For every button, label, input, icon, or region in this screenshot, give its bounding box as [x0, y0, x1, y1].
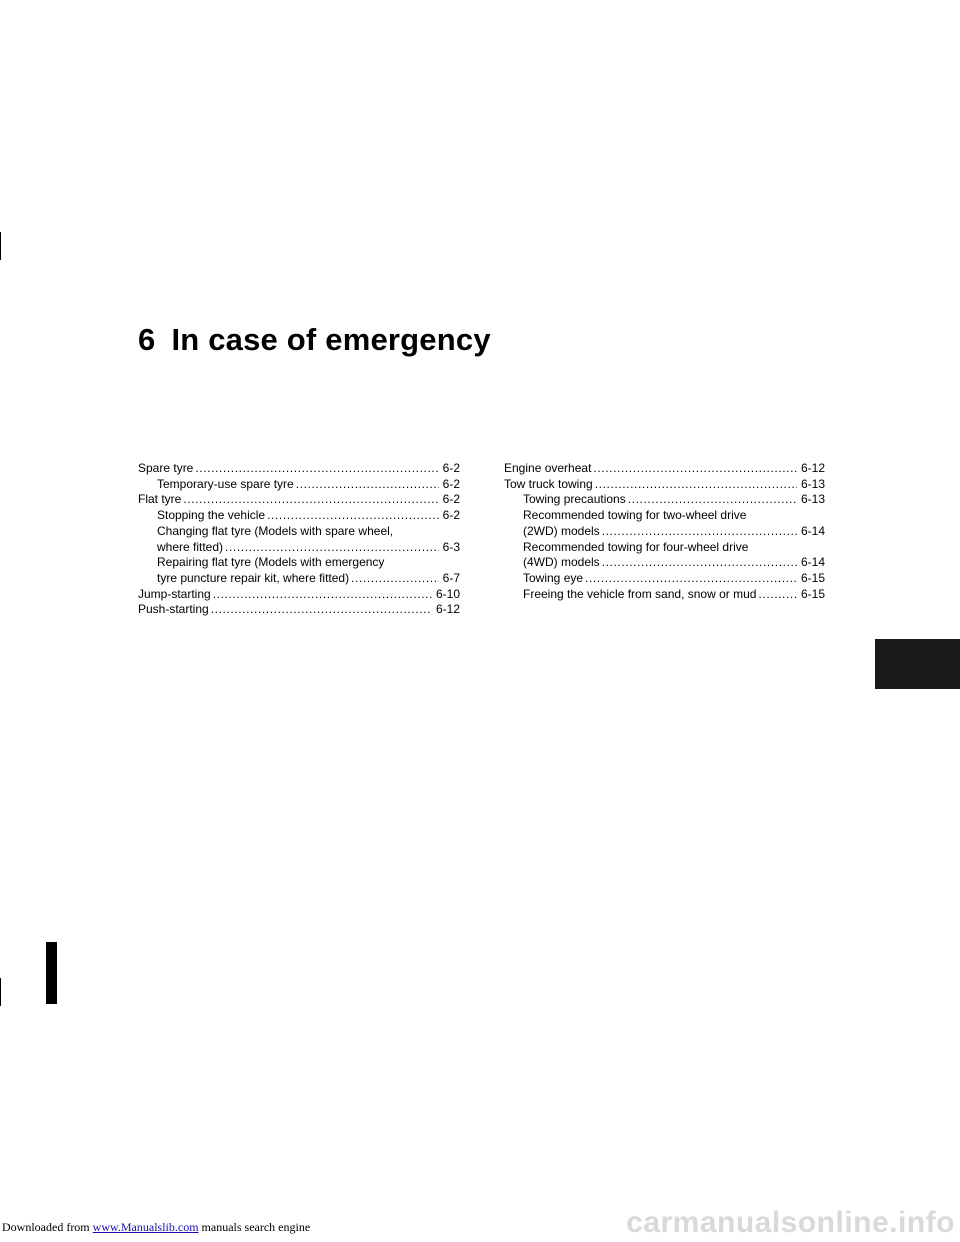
- toc-entry[interactable]: [504, 540, 825, 571]
- toc-leader-dots: [183, 492, 438, 508]
- watermark: carmanualsonline.info: [626, 1206, 955, 1239]
- crop-mark: [0, 232, 1, 260]
- toc-leader-dots: [211, 602, 432, 618]
- footer-prefix: Downloaded from: [2, 1220, 93, 1234]
- toc-page-number: 6-14: [800, 523, 825, 538]
- toc-entry[interactable]: [138, 492, 460, 508]
- toc-page-number: 6-2: [442, 508, 460, 523]
- toc-leader-dots: [602, 555, 797, 571]
- toc-entry[interactable]: [138, 602, 460, 618]
- toc-entry-text: Spare tyre: [138, 461, 194, 475]
- toc-entry-text: Tow truck towing: [504, 476, 593, 491]
- toc-leader-dots: [593, 461, 797, 477]
- toc-page-number: 6-3: [442, 539, 460, 554]
- toc-entry[interactable]: [504, 508, 825, 539]
- toc-entry[interactable]: [138, 555, 460, 586]
- chapter-tab: [875, 639, 960, 689]
- toc-page-number: 6-12: [435, 602, 460, 617]
- footer-suffix: manuals search engine: [198, 1220, 311, 1234]
- toc-entry-text: Changing flat tyre (Models with spare wheel,: [157, 523, 394, 538]
- toc-leader-dots: [267, 508, 439, 524]
- toc-entry[interactable]: [504, 587, 825, 603]
- toc-entry[interactable]: [138, 587, 460, 603]
- toc-leader-dots: [351, 571, 439, 587]
- toc-entry[interactable]: [504, 477, 825, 493]
- toc-entry-text: Flat tyre: [138, 492, 182, 507]
- toc-entry[interactable]: [138, 461, 460, 477]
- manualslib-link[interactable]: www.Manualslib.com: [92, 1220, 199, 1234]
- toc-entry-text: (2WD) models: [523, 523, 600, 538]
- toc-entry[interactable]: [504, 492, 825, 508]
- toc-page-number: 6-7: [442, 570, 460, 585]
- toc-leader-dots: [758, 587, 797, 603]
- toc-entry-text: where fitted): [157, 539, 224, 554]
- toc-leader-dots: [585, 571, 797, 587]
- toc-entry-text: Repairing flat tyre (Models with emergency: [157, 555, 385, 570]
- toc-entry-text: Engine overheat: [504, 461, 592, 475]
- toc-leader-dots: [225, 540, 439, 556]
- toc-page-number: 6-2: [442, 476, 460, 491]
- toc-leader-dots: [628, 492, 797, 508]
- chapter-title: [138, 322, 491, 358]
- toc-page-number: 6-2: [442, 492, 460, 507]
- toc-page-number: 6-2: [442, 461, 460, 475]
- chapter-number: 6: [138, 322, 156, 357]
- toc-page-number: 6-12: [800, 461, 825, 475]
- toc-entry[interactable]: [138, 477, 460, 493]
- toc-entry[interactable]: [504, 461, 825, 477]
- toc-entry-text: Jump-starting: [138, 586, 211, 601]
- toc-entry-text: Recommended towing for two-wheel drive: [523, 508, 747, 523]
- toc-leader-dots: [595, 477, 797, 493]
- toc-leader-dots: [195, 461, 438, 477]
- toc-page-number: 6-15: [800, 570, 825, 585]
- toc-entry[interactable]: [504, 571, 825, 587]
- toc-page-number: 6-13: [800, 476, 825, 491]
- toc-leader-dots: [296, 477, 439, 493]
- toc-entry-text: Stopping the vehicle: [157, 508, 266, 523]
- crop-mark: [0, 978, 1, 1006]
- chapter-name: In case of emergency: [171, 322, 491, 357]
- download-footer: [2, 1220, 310, 1235]
- toc-left-column: [138, 461, 460, 618]
- toc-page-number: 6-13: [800, 492, 825, 507]
- toc-page-number: 6-10: [435, 586, 460, 601]
- toc-page-number: 6-14: [800, 555, 825, 570]
- toc-right-column: [504, 461, 825, 602]
- toc-leader-dots: [602, 524, 797, 540]
- toc-entry-text: Push-starting: [138, 602, 209, 617]
- section-marker-bar: [46, 942, 57, 1004]
- toc-leader-dots: [213, 587, 432, 603]
- toc-entry-text: (4WD) models: [523, 555, 600, 570]
- toc-entry[interactable]: [138, 524, 460, 555]
- toc-entry[interactable]: [138, 508, 460, 524]
- toc-entry-text: Recommended towing for four-wheel drive: [523, 539, 749, 554]
- toc-entry-text: Towing precautions: [523, 492, 626, 507]
- toc-page-number: 6-15: [800, 586, 825, 601]
- toc-entry-text: Temporary-use spare tyre: [157, 476, 294, 491]
- toc-entry-text: Towing eye: [523, 570, 584, 585]
- toc-entry-text: Freeing the vehicle from sand, snow or mud: [523, 586, 757, 601]
- toc-entry-text: tyre puncture repair kit, where fitted): [157, 570, 350, 585]
